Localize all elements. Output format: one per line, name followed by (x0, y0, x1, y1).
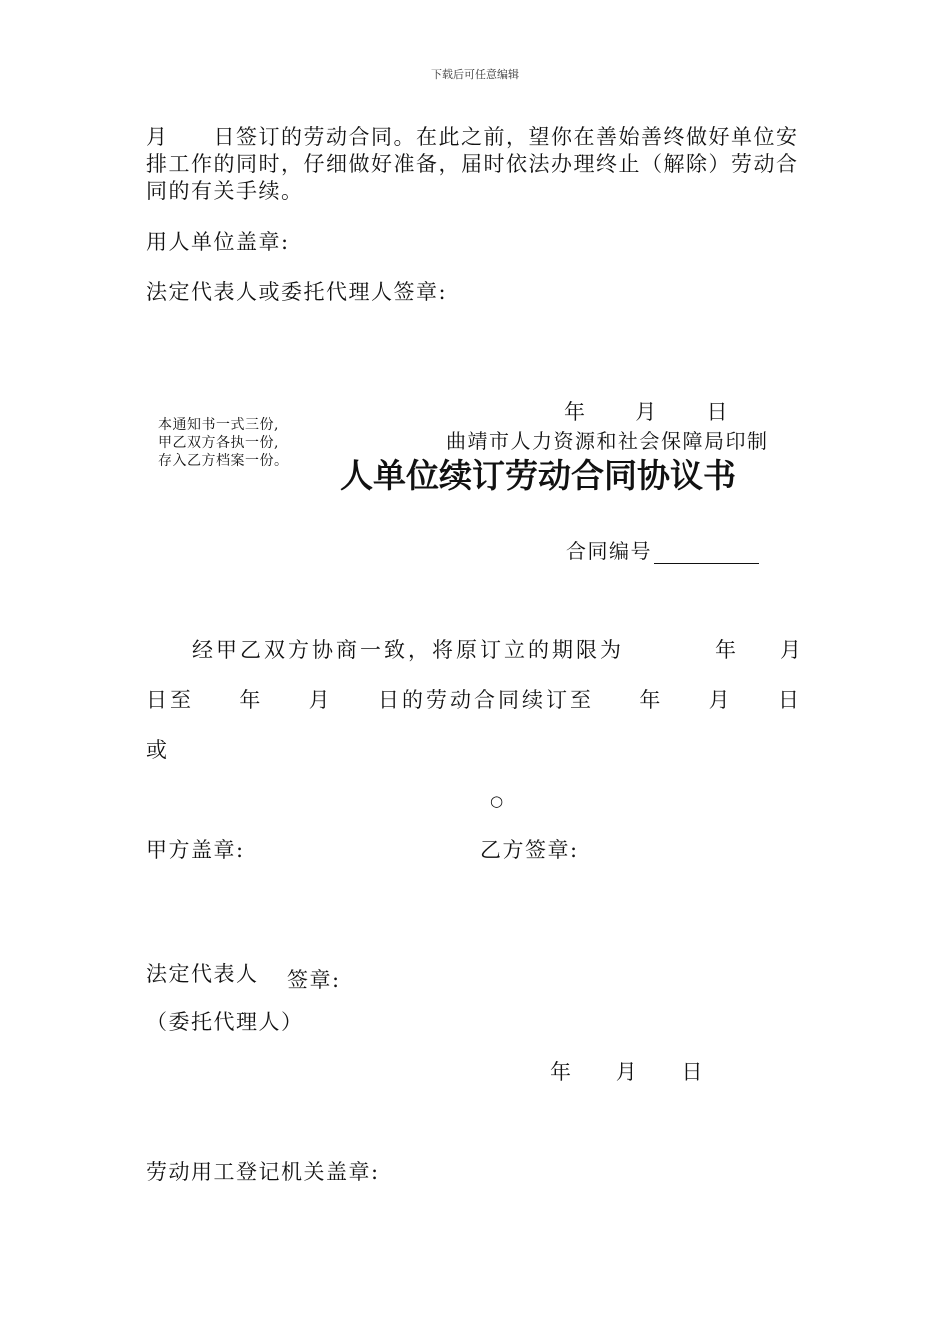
body-month: 月 (708, 688, 733, 712)
printed-by-label: 曲靖市人力资源和社会保障局印制 (446, 429, 769, 453)
body-year: 年 (715, 638, 739, 662)
notice-paragraph: 月 日签订的劳动合同。在此之前，望你在善始善终做好单位安排工作的同时，仔细做好准备，届时依法办理终止（解除）劳动合同的有关手续。 (146, 125, 799, 203)
document-title: 人单位续订劳动合同协议书 (340, 456, 736, 495)
copies-note-line: 本通知书一式三份, (158, 417, 279, 433)
body-month: 月 (780, 638, 804, 662)
date-year: 年 (550, 1060, 573, 1084)
employer-seal-label: 用人单位盖章: (146, 230, 290, 254)
body-month: 月 (308, 688, 333, 712)
body-text: 经甲乙双方协商一致，将原订立的期限为 (192, 638, 624, 662)
registration-authority-seal-label: 劳动用工登记机关盖章: (146, 1160, 380, 1184)
body-year: 年 (239, 688, 264, 712)
agreement-date (550, 1056, 704, 1086)
sign-seal-label: 签章: (287, 968, 341, 992)
notice-date (564, 396, 729, 426)
date-day: 日 (681, 1060, 704, 1084)
page-header-note: 下载后可任意编辑 (431, 68, 519, 81)
legal-representative-label: 法定代表人 (146, 962, 259, 986)
contract-number-field (566, 535, 759, 564)
representative-seal-label: 法定代表人或委托代理人签章: (146, 280, 448, 304)
circle-mark: ○ (490, 792, 504, 810)
agreement-body-line-3: 或 (146, 738, 169, 762)
body-day: 日 (777, 688, 802, 712)
copies-note-line: 存入乙方档案一份。 (158, 453, 289, 469)
copies-note (158, 416, 289, 470)
date-day: 日 (706, 400, 729, 424)
body-text: 日至 (146, 688, 194, 712)
contract-number-blank (654, 541, 759, 564)
body-year: 年 (639, 688, 664, 712)
agreement-body-line-2 (146, 684, 802, 714)
copies-note-line: 甲乙双方各执一份, (158, 435, 279, 451)
date-month: 月 (635, 400, 658, 424)
agent-label: （委托代理人） (146, 1010, 304, 1034)
body-text: 日的劳动合同续订至 (377, 688, 594, 712)
date-year: 年 (564, 400, 587, 424)
party-a-seal-label: 甲方盖章: (146, 838, 245, 862)
contract-number-label: 合同编号 (566, 539, 652, 563)
date-month: 月 (615, 1060, 639, 1084)
party-b-sign-label: 乙方签章: (480, 838, 579, 862)
agreement-body-line-1 (192, 634, 804, 664)
